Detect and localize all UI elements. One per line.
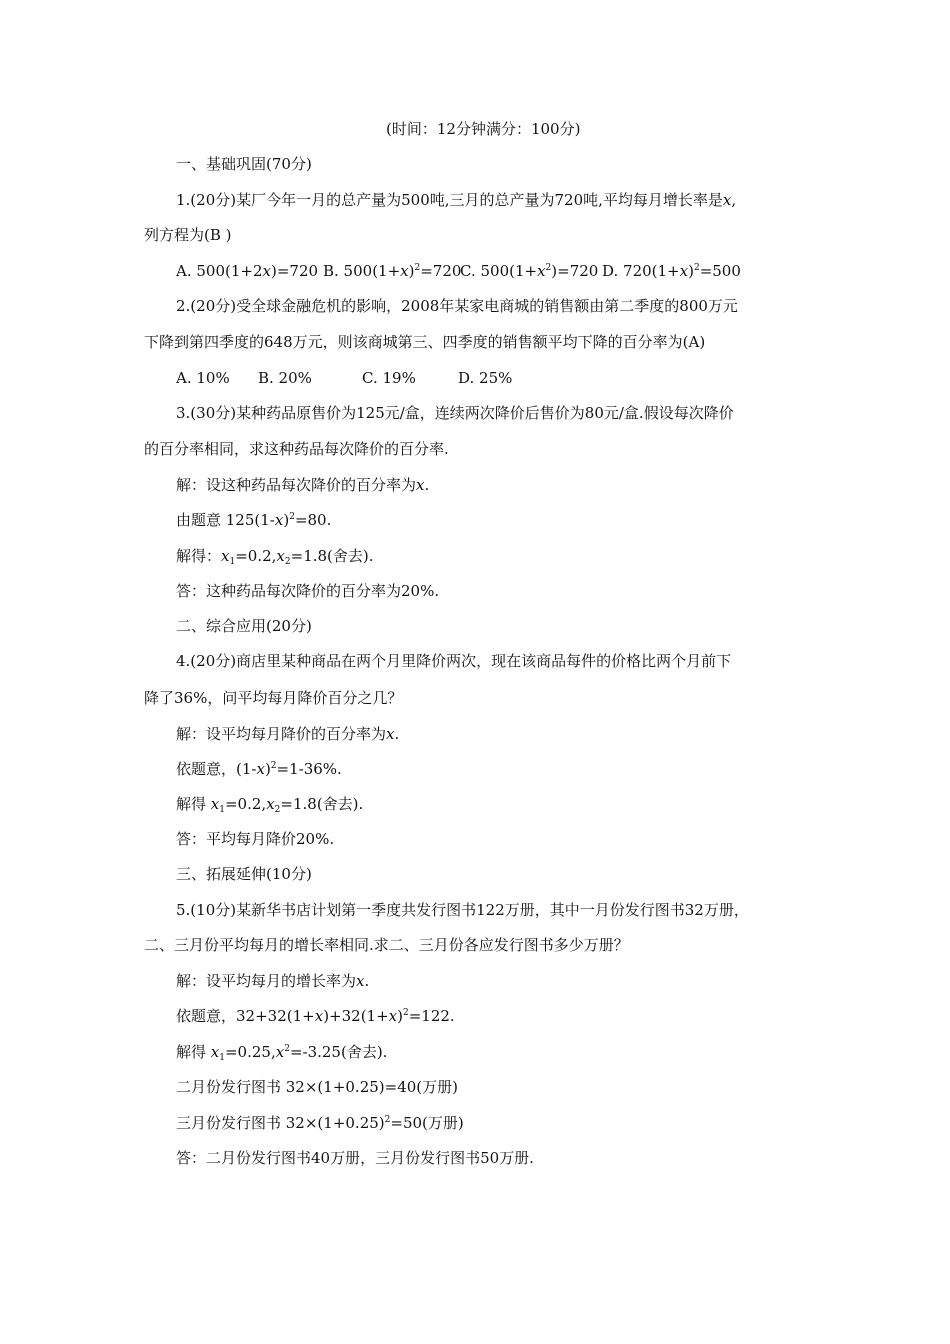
q4-solution-2: [176, 759, 342, 779]
q5-line1: [176, 900, 749, 920]
q3-answer-text: 答：这种药品每次降价的百分率为20%.: [176, 582, 440, 600]
q4-answer: [176, 829, 334, 849]
q3-sol1-post: .: [424, 476, 430, 494]
q3-sol3-v2: x: [276, 547, 285, 565]
q2-option-a: A. 10%: [176, 369, 230, 387]
q1-option-d-post: ): [688, 262, 694, 280]
q4-sol2-var: x: [256, 760, 265, 778]
q2-line1: [176, 296, 738, 316]
q2-options: [176, 368, 576, 388]
q5-sol2-pre: 依题意，32+32(1+: [176, 1007, 315, 1025]
q5-solution-5: [176, 1113, 464, 1133]
q4-sol3-v2: x: [266, 795, 275, 813]
time-info: [386, 119, 580, 139]
q4-sol2-mid: ): [264, 760, 271, 778]
q5-sol3-v2: x: [275, 1043, 285, 1061]
q2-line2-text: 下降到第四季度的648万元，则该商城第三、四季度的销售额平均下降的百分率为(A): [144, 333, 706, 351]
q3-line2: [144, 439, 449, 459]
section-3-title: [176, 864, 312, 884]
section-3-title-text: 三、拓展延伸(10分): [176, 865, 312, 883]
q4-line1: [176, 651, 731, 671]
q3-answer: [176, 581, 439, 601]
q1-option-c-sup: 2: [545, 263, 552, 273]
q5-answer-text: 答：二月份发行图书40万册，三月份发行图书50万册.: [176, 1149, 534, 1167]
section-1-title-text: 一、基础巩固(70分): [176, 155, 312, 173]
section-2-title-text: 二、综合应用(20分): [176, 617, 312, 635]
q3-line1: [176, 403, 734, 423]
q4-sol3-s2: 2: [274, 805, 281, 815]
q3-sol3-m2: =1.8(舍去).: [290, 547, 374, 565]
q1-option-d-pre: D. 720(1+: [602, 262, 680, 280]
q5-sol3-pre: 解得: [176, 1043, 211, 1061]
q4-solution-1: [176, 724, 399, 744]
q5-sol3-v1: x: [210, 1043, 220, 1061]
q3-solution-3: [176, 546, 374, 566]
q1-line1-end: ,: [731, 191, 737, 209]
q1-option-a-post: )=720: [270, 262, 319, 280]
q5-solution-3: [176, 1042, 387, 1062]
q5-sol3-m2: =-3.25(舍去).: [289, 1043, 388, 1061]
q5-sol2-mid2: ): [397, 1007, 403, 1025]
q1-option-a-var: x: [262, 262, 271, 280]
q5-solution-1: [176, 971, 369, 991]
q4-sol3-pre: 解得: [176, 795, 211, 813]
q1-option-b: [323, 261, 461, 281]
q5-sol3-s2: 2: [284, 1044, 290, 1054]
time-info-text: (时间：12分钟满分：100分): [386, 120, 581, 138]
q3-sol2-sup: 2: [289, 512, 295, 522]
q5-answer: [176, 1148, 534, 1168]
q1-line2: [144, 225, 232, 245]
q3-line2-text: 的百分率相同，求这种药品每次降价的百分率.: [144, 440, 449, 458]
q5-sol5-post: =50(万册): [390, 1114, 464, 1132]
q3-sol3-s1: 1: [229, 557, 236, 567]
q1-option-c-var: x: [537, 262, 546, 280]
q3-sol2-pre: 由题意 125(1-: [176, 511, 275, 529]
q1-line1: [176, 190, 736, 210]
q1-option-c-pre: C. 500(1+: [460, 262, 538, 280]
q3-sol1-var: x: [416, 476, 425, 494]
q4-sol2-sup: 2: [270, 761, 277, 771]
q4-solution-3: [176, 794, 363, 814]
q5-sol1-pre: 解：设平均每月的增长率为: [176, 972, 357, 990]
q3-sol3-v1: x: [221, 547, 230, 565]
q3-solution-1: [176, 475, 429, 495]
q1-option-b-post: ): [408, 262, 415, 280]
q1-option-d-tail: =500: [699, 262, 741, 280]
q5-line2: [144, 935, 629, 955]
q3-sol2-mid: ): [283, 511, 290, 529]
q4-sol1-pre: 解：设平均每月降价的百分率为: [176, 725, 387, 743]
q1-option-a: [176, 261, 318, 281]
q1-var: x: [722, 191, 732, 209]
q3-sol3-m1: =0.2,: [235, 547, 277, 565]
section-1-title: [176, 154, 312, 174]
q4-sol1-var: x: [386, 725, 395, 743]
q5-sol5-pre: 三月份发行图书 32×(1+0.25): [176, 1114, 385, 1132]
q1-option-b-var: x: [400, 262, 409, 280]
q5-solution-4: [176, 1077, 458, 1097]
q5-sol2-mid: )+32(1+: [323, 1007, 389, 1025]
q5-sol1-var: x: [356, 972, 365, 990]
q3-sol3-pre: 解得：: [176, 547, 222, 565]
q1-option-b-tail: =720: [420, 262, 462, 280]
q5-sol4-text: 二月份发行图书 32×(1+0.25)=40(万册): [176, 1078, 458, 1096]
q5-sol5-sup: 2: [384, 1115, 391, 1125]
q5-sol1-post: .: [364, 972, 370, 990]
q3-sol1-pre: 解：设这种药品每次降价的百分率为: [176, 476, 417, 494]
q1-option-a-pre: A. 500(1+2: [176, 262, 263, 280]
q4-sol3-m2: =1.8(舍去).: [280, 795, 364, 813]
q3-line1-text: 3.(30分)某种药品原售价为125元/盒，连续两次降价后售价为80元/盒.假设每次降价: [176, 404, 734, 422]
q2-line1-text: 2.(20分)受全球金融危机的影响，2008年某家电商城的销售额由第二季度的800万元: [176, 297, 738, 315]
q2-option-d: D. 25%: [458, 369, 513, 387]
q1-option-b-sup: 2: [414, 263, 421, 273]
q4-line2-text: 降了36%，问平均每月降价百分之几？: [144, 689, 403, 707]
q1-option-c-tail: )=720: [551, 262, 599, 280]
q5-line1-text: 5.(10分)某新华书店计划第一季度共发行图书122万册，其中一月份发行图书32万册，: [176, 901, 749, 919]
q5-sol3-m1: =0.25,: [224, 1043, 276, 1061]
q4-sol1-post: .: [394, 725, 400, 743]
q5-sol2-var: x: [314, 1007, 324, 1025]
q3-sol2-post: =80.: [294, 511, 332, 529]
q3-sol2-var: x: [274, 511, 284, 529]
q1-option-c: [460, 261, 598, 281]
q3-solution-2: [176, 510, 331, 530]
q5-sol3-s1: 1: [219, 1053, 225, 1063]
q1-option-b-pre: B. 500(1+: [323, 262, 401, 280]
q4-sol2-pre: 依题意，(1-: [176, 760, 257, 778]
q5-sol2-var2: x: [388, 1007, 398, 1025]
q5-line2-text: 二、三月份平均每月的增长率相同.求二、三月份各应发行图书多少万册？: [144, 936, 629, 954]
q4-line1-text: 4.(20分)商店里某种商品在两个月里降价两次，现在该商品每件的价格比两个月前下: [176, 652, 732, 670]
q4-sol2-post: =1-36%.: [276, 760, 342, 778]
q1-options: [176, 261, 776, 281]
q1-option-d: [602, 261, 741, 281]
q5-solution-2: [176, 1006, 455, 1026]
q4-sol3-m1: =0.2,: [224, 795, 267, 813]
q1-line1-text: 1.(20分)某厂今年一月的总产量为500吨,三月的总产量为720吨,平均每月增长率是: [176, 191, 723, 209]
q1-option-d-var: x: [679, 262, 689, 280]
q5-sol2-sup: 2: [403, 1008, 409, 1018]
q5-sol2-post: =122.: [408, 1007, 455, 1025]
q1-option-d-sup: 2: [693, 263, 700, 273]
q4-sol3-s1: 1: [219, 805, 225, 815]
q4-line2: [144, 688, 402, 708]
q4-sol3-v1: x: [210, 795, 220, 813]
q2-option-c: C. 19%: [362, 369, 416, 387]
q2-line2: [144, 332, 705, 352]
q4-answer-text: 答：平均每月降价20%.: [176, 830, 335, 848]
section-2-title: [176, 616, 312, 636]
q1-line2-text: 列方程为(B ): [144, 226, 232, 244]
q2-option-b: B. 20%: [258, 369, 312, 387]
q3-sol3-s2: 2: [284, 557, 291, 567]
